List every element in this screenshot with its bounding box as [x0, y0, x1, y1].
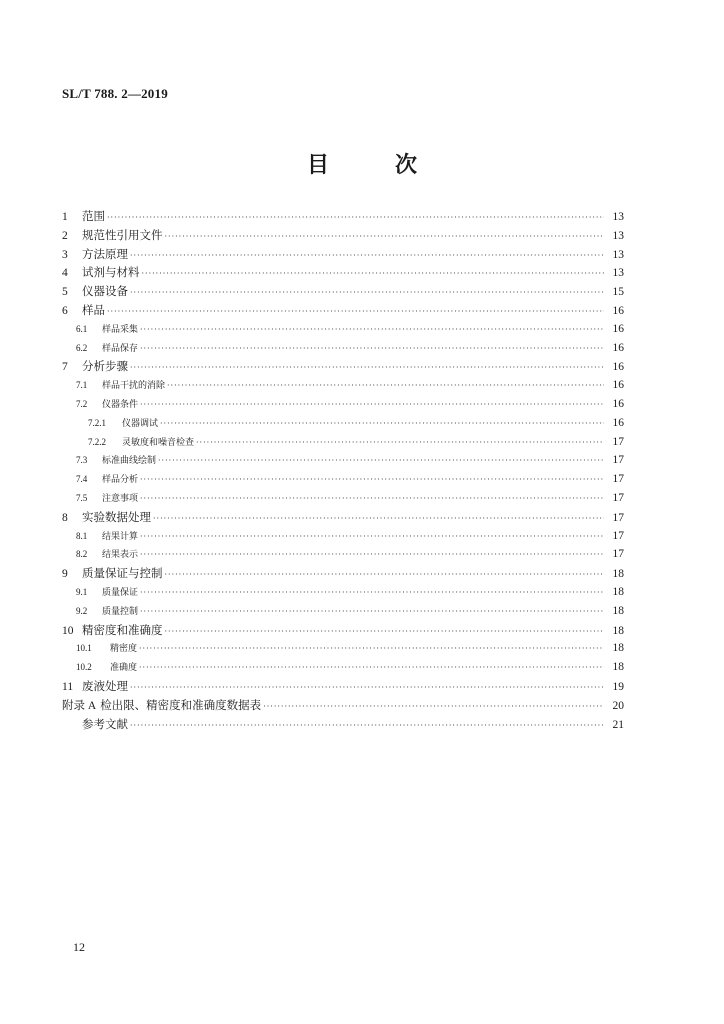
- toc-entry-number: 7.2.1: [88, 417, 106, 428]
- toc-dot-leader: [196, 434, 604, 453]
- toc-dot-leader: [167, 377, 604, 396]
- toc-entry-number: 7.5: [76, 492, 88, 503]
- toc-entry-title: 范围: [82, 209, 105, 223]
- toc-entry-title: 质量控制: [102, 606, 139, 617]
- toc-entry-title: 仪器设备: [82, 284, 128, 299]
- toc-entry-page: 18: [612, 604, 624, 617]
- toc-entry-number: 8: [62, 511, 68, 524]
- toc-entry-page: 17: [612, 529, 624, 542]
- toc-entry-page: 16: [612, 361, 624, 374]
- toc-entry-page: 17: [612, 454, 624, 467]
- toc-entry[interactable]: [62, 376, 624, 395]
- toc-entry-page: 20: [612, 699, 624, 712]
- toc-dot-leader: [130, 359, 604, 378]
- toc-entry[interactable]: [62, 357, 624, 376]
- toc-entry-page: 16: [612, 379, 624, 392]
- toc-entry-title: 标准曲线绘制: [102, 456, 157, 467]
- toc-entry-title: 质量保证: [102, 587, 139, 598]
- page-number: 12: [73, 940, 85, 954]
- toc-entry-number: 8.1: [76, 530, 88, 541]
- toc-entry-page: 18: [612, 585, 624, 598]
- toc-entry-number: 11: [62, 680, 74, 693]
- toc-entry-number: 1: [62, 211, 68, 223]
- toc-dot-leader: [140, 471, 604, 490]
- toc-entry-page: 16: [612, 304, 624, 317]
- toc-entry-page: 15: [612, 286, 624, 299]
- toc-entry[interactable]: [62, 414, 624, 433]
- toc-dot-leader: [140, 546, 604, 565]
- toc-entry[interactable]: [62, 395, 624, 414]
- toc-entry-page: 21: [612, 718, 624, 731]
- toc-dot-leader: [165, 566, 605, 585]
- toc-entry-title: 检出限、精密度和准确度数据表: [100, 697, 262, 712]
- toc-entry-page: 16: [612, 397, 624, 410]
- toc-entry-number: 2: [62, 229, 68, 242]
- toc-entry-page: 17: [612, 511, 624, 524]
- toc-entry[interactable]: [62, 451, 624, 470]
- toc-dot-leader: [165, 228, 605, 247]
- toc-entry-page: 17: [612, 473, 624, 486]
- toc-entry-page: 16: [612, 416, 624, 429]
- toc-entry-title: 精密度: [110, 644, 138, 655]
- toc-dot-leader: [263, 698, 604, 717]
- toc-entry-page: 18: [612, 568, 624, 581]
- toc-entry-page: 17: [612, 548, 624, 561]
- toc-dot-leader: [107, 209, 604, 228]
- toc-entry[interactable]: [62, 282, 624, 301]
- toc-entry-number: 10: [62, 624, 74, 637]
- toc-entry[interactable]: [62, 658, 624, 677]
- toc-entry-number: 7.2: [76, 398, 88, 409]
- toc-dot-leader: [140, 490, 604, 509]
- toc-entry-number: 7.3: [76, 455, 88, 466]
- toc-entry[interactable]: [62, 583, 624, 602]
- toc-dot-leader: [107, 303, 604, 322]
- toc-entry[interactable]: [62, 263, 624, 282]
- toc-entry[interactable]: [62, 696, 624, 715]
- toc-dot-leader: [130, 284, 604, 303]
- toc-entry-page: 16: [612, 322, 624, 335]
- toc-entry-page: 18: [612, 642, 624, 655]
- toc-entry[interactable]: [62, 602, 624, 621]
- toc-entry[interactable]: [62, 677, 624, 696]
- toc-dot-leader: [130, 717, 604, 736]
- toc-entry[interactable]: [62, 545, 624, 564]
- toc-dot-leader: [140, 340, 604, 359]
- toc-entry-number: 6.1: [76, 323, 88, 334]
- toc-entry[interactable]: [62, 508, 624, 527]
- toc-entry-title: 结果表示: [102, 550, 139, 561]
- toc-entry-page: 18: [612, 624, 624, 637]
- toc-entry-title: 废液处理: [82, 678, 128, 693]
- toc-entry-number: 7: [62, 361, 68, 374]
- toc-entry-title: 参考文献: [82, 716, 128, 731]
- toc-entry-number: 10.2: [76, 662, 92, 673]
- toc-entry-page: 19: [612, 680, 624, 693]
- toc-entry[interactable]: [62, 621, 624, 640]
- toc-entry-title: 方法原理: [82, 246, 128, 261]
- toc-dot-leader: [139, 640, 604, 659]
- toc-entry-title: 结果计算: [102, 531, 139, 542]
- toc-entry-number: 9.2: [76, 605, 88, 616]
- toc-entry-number: 5: [62, 286, 68, 299]
- toc-entry[interactable]: [62, 226, 624, 245]
- toc-entry-title: 样品干扰的消除: [102, 381, 166, 392]
- toc-dot-leader: [165, 623, 605, 642]
- toc-entry-number: 8.2: [76, 549, 88, 560]
- toc-entry[interactable]: [62, 639, 624, 658]
- toc-entry-number: 3: [62, 248, 68, 261]
- document-code: SL/T 788. 2—2019: [62, 86, 168, 101]
- toc-entry-number: 7.4: [76, 474, 88, 485]
- toc-entry[interactable]: [62, 715, 624, 734]
- toc-dot-leader: [142, 265, 605, 284]
- toc-entry-number: 7.2.2: [88, 436, 106, 447]
- toc-entry-title: 实验数据处理: [82, 509, 151, 524]
- toc-dot-leader: [140, 528, 604, 547]
- page-title: 目 次: [306, 153, 439, 178]
- toc-entry-title: 仪器调试: [122, 418, 159, 429]
- toc-entry[interactable]: [62, 207, 624, 226]
- toc-entry-number: 9: [62, 568, 68, 581]
- toc-dot-leader: [140, 321, 604, 340]
- toc-entry-number: 6.2: [76, 342, 88, 353]
- toc-entry-number: 附录 A: [62, 699, 97, 712]
- toc-entry[interactable]: [62, 339, 624, 358]
- table-of-contents: [62, 207, 624, 733]
- toc-entry[interactable]: [62, 301, 624, 320]
- toc-entry-page: 17: [612, 435, 624, 448]
- toc-entry-title: 分析步骤: [82, 359, 128, 374]
- toc-entry-title: 样品分析: [102, 475, 139, 486]
- toc-entry-page: 13: [612, 211, 624, 223]
- toc-entry-page: 13: [612, 229, 624, 242]
- toc-dot-leader: [160, 415, 604, 434]
- toc-dot-leader: [140, 603, 604, 622]
- toc-entry[interactable]: [62, 470, 624, 489]
- toc-entry-title: 仪器条件: [102, 399, 139, 410]
- toc-entry[interactable]: [62, 320, 624, 339]
- toc-entry[interactable]: [62, 489, 624, 508]
- toc-dot-leader: [140, 584, 604, 603]
- toc-entry-number: 7.1: [76, 380, 88, 391]
- toc-entry[interactable]: [62, 564, 624, 583]
- toc-entry-page: 13: [612, 248, 624, 261]
- toc-entry-number: 6: [62, 304, 68, 317]
- toc-dot-leader: [140, 396, 604, 415]
- toc-entry-title: 质量保证与控制: [82, 566, 163, 581]
- toc-entry-page: 17: [612, 491, 624, 504]
- toc-entry-title: 样品采集: [102, 324, 139, 335]
- toc-entry-title: 规范性引用文件: [82, 227, 163, 242]
- toc-entry-title: 试剂与材料: [82, 265, 140, 280]
- toc-entry[interactable]: [62, 433, 624, 452]
- toc-dot-leader: [158, 452, 604, 471]
- toc-dot-leader: [139, 659, 604, 678]
- toc-dot-leader: [153, 510, 604, 529]
- toc-entry-page: 13: [612, 267, 624, 280]
- toc-dot-leader: [130, 247, 604, 266]
- toc-entry-page: 16: [612, 341, 624, 354]
- toc-entry-number: 10.1: [76, 643, 92, 654]
- toc-entry-title: 样品保存: [102, 343, 139, 354]
- toc-entry-title: 灵敏度和噪音检查: [122, 437, 195, 448]
- toc-entry-title: 样品: [82, 302, 105, 317]
- toc-entry-number: 4: [62, 267, 68, 280]
- toc-entry-page: 18: [612, 661, 624, 674]
- toc-entry-number: 9.1: [76, 586, 88, 597]
- toc-entry[interactable]: [62, 527, 624, 546]
- toc-entry-title: 准确度: [110, 663, 138, 674]
- toc-entry-title: 注意事项: [102, 493, 139, 504]
- toc-entry[interactable]: [62, 245, 624, 264]
- toc-entry-title: 精密度和准确度: [82, 622, 163, 637]
